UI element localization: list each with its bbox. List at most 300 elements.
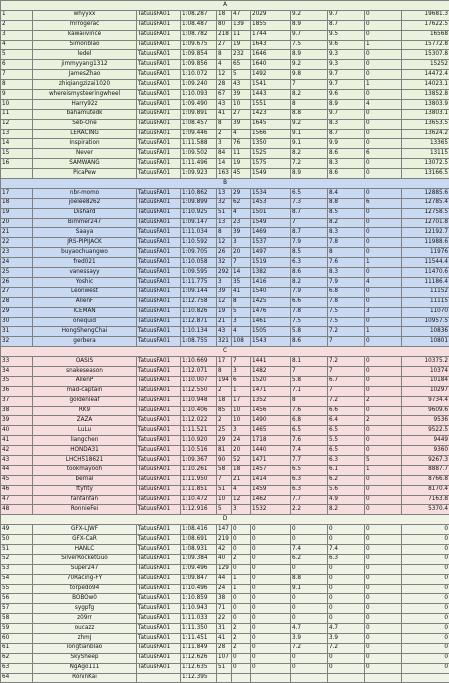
- laps-cell[interactable]: 147: [217, 525, 232, 535]
- count-cell[interactable]: 2: [232, 554, 251, 564]
- score-cell[interactable]: 0: [251, 604, 291, 614]
- name-cell[interactable]: kawaiivince: [33, 30, 137, 40]
- car-cell[interactable]: TatuusFA01: [137, 149, 181, 159]
- name-cell[interactable]: joelee8262: [33, 198, 137, 208]
- score-cell[interactable]: [251, 673, 291, 683]
- rating-b-cell[interactable]: 7.8: [328, 238, 365, 248]
- rank-cell[interactable]: 29: [1, 307, 33, 317]
- name-cell[interactable]: Seb-One: [33, 119, 137, 129]
- total-cell[interactable]: 10297: [402, 386, 449, 396]
- name-cell[interactable]: AllenP: [33, 376, 137, 386]
- rank-cell[interactable]: 23: [1, 248, 33, 258]
- rank-cell[interactable]: 41: [1, 436, 33, 446]
- car-cell[interactable]: TatuusFA01: [137, 198, 181, 208]
- rating-b-cell[interactable]: 0: [328, 564, 365, 574]
- laps-cell[interactable]: 18: [217, 10, 232, 20]
- rating-b-cell[interactable]: 9.3: [328, 50, 365, 60]
- rating-b-cell[interactable]: 0: [328, 663, 365, 673]
- count-cell[interactable]: 0: [232, 544, 251, 554]
- car-cell[interactable]: TatuusFA01: [137, 169, 181, 179]
- count-cell[interactable]: 17: [232, 396, 251, 406]
- car-cell[interactable]: TatuusFA01: [137, 624, 181, 634]
- time-cell[interactable]: 1:10.472: [181, 495, 217, 505]
- laps-cell[interactable]: 41: [217, 634, 232, 644]
- name-cell[interactable]: bahamutedk: [33, 109, 137, 119]
- count-cell[interactable]: 108: [232, 337, 251, 347]
- rating-b-cell[interactable]: 6.3: [328, 455, 365, 465]
- penalty-cell[interactable]: 0: [365, 60, 402, 70]
- time-cell[interactable]: 1:08.457: [181, 119, 217, 129]
- rating-b-cell[interactable]: 3.9: [328, 634, 365, 644]
- total-cell[interactable]: 13803.9: [402, 99, 449, 109]
- rating-a-cell[interactable]: 8.2: [291, 149, 328, 159]
- rating-a-cell[interactable]: 8.7: [291, 208, 328, 218]
- car-cell[interactable]: [137, 673, 181, 683]
- rating-a-cell[interactable]: 0: [291, 594, 328, 604]
- time-cell[interactable]: 1:11.849: [181, 643, 217, 653]
- penalty-cell[interactable]: 0: [365, 594, 402, 604]
- rating-b-cell[interactable]: 7: [328, 337, 365, 347]
- rank-cell[interactable]: 16: [1, 159, 33, 169]
- rating-b-cell[interactable]: 6.8: [328, 287, 365, 297]
- car-cell[interactable]: TatuusFA01: [137, 10, 181, 20]
- penalty-cell[interactable]: 0: [365, 426, 402, 436]
- rank-cell[interactable]: 37: [1, 396, 33, 406]
- total-cell[interactable]: 11470.6: [402, 268, 449, 278]
- rank-cell[interactable]: 21: [1, 228, 33, 238]
- car-cell[interactable]: TatuusFA01: [137, 317, 181, 327]
- laps-cell[interactable]: 85: [217, 406, 232, 416]
- laps-cell[interactable]: 51: [217, 485, 232, 495]
- penalty-cell[interactable]: 0: [365, 208, 402, 218]
- total-cell[interactable]: 13653.5: [402, 119, 449, 129]
- rating-b-cell[interactable]: 8.4: [328, 188, 365, 198]
- name-cell[interactable]: LuLu: [33, 426, 137, 436]
- rank-cell[interactable]: 36: [1, 386, 33, 396]
- rank-cell[interactable]: 13: [1, 129, 33, 139]
- car-cell[interactable]: TatuusFA01: [137, 465, 181, 475]
- name-cell[interactable]: GFX-CaR: [33, 535, 137, 545]
- rating-a-cell[interactable]: 6.2: [291, 554, 328, 564]
- rank-cell[interactable]: 15: [1, 149, 33, 159]
- time-cell[interactable]: 1:10.058: [181, 258, 217, 268]
- penalty-cell[interactable]: 0: [365, 297, 402, 307]
- count-cell[interactable]: 7: [232, 258, 251, 268]
- score-cell[interactable]: 1537: [251, 238, 291, 248]
- rating-a-cell[interactable]: 6.5: [291, 426, 328, 436]
- rank-cell[interactable]: 64: [1, 673, 33, 683]
- total-cell[interactable]: 11070: [402, 307, 449, 317]
- name-cell[interactable]: zhmJ: [33, 634, 137, 644]
- rating-b-cell[interactable]: 9.6: [328, 90, 365, 100]
- time-cell[interactable]: 1:11.496: [181, 159, 217, 169]
- total-cell[interactable]: 9267.3: [402, 455, 449, 465]
- penalty-cell[interactable]: 0: [365, 169, 402, 179]
- rating-b-cell[interactable]: 8.3: [328, 268, 365, 278]
- total-cell[interactable]: 8887.7: [402, 465, 449, 475]
- rating-a-cell[interactable]: 7.3: [291, 198, 328, 208]
- rating-b-cell[interactable]: 7: [328, 386, 365, 396]
- laps-cell[interactable]: 22: [217, 614, 232, 624]
- name-cell[interactable]: SkySheep: [33, 653, 137, 663]
- count-cell[interactable]: 2: [232, 643, 251, 653]
- rank-cell[interactable]: 48: [1, 505, 33, 515]
- count-cell[interactable]: 39: [232, 90, 251, 100]
- rating-b-cell[interactable]: 6.4: [328, 416, 365, 426]
- score-cell[interactable]: 1471: [251, 455, 291, 465]
- score-cell[interactable]: 1492: [251, 70, 291, 80]
- count-cell[interactable]: 2: [232, 624, 251, 634]
- time-cell[interactable]: 1:09.595: [181, 268, 217, 278]
- car-cell[interactable]: TatuusFA01: [137, 20, 181, 30]
- score-cell[interactable]: 1465: [251, 426, 291, 436]
- penalty-cell[interactable]: 2: [365, 396, 402, 406]
- laps-cell[interactable]: 5: [217, 505, 232, 515]
- count-cell[interactable]: 0: [232, 653, 251, 663]
- total-cell[interactable]: 0: [402, 614, 449, 624]
- rating-a-cell[interactable]: 7.6: [291, 406, 328, 416]
- rating-b-cell[interactable]: 7.9: [328, 277, 365, 287]
- total-cell[interactable]: 9609.6: [402, 406, 449, 416]
- laps-cell[interactable]: 29: [217, 436, 232, 446]
- rank-cell[interactable]: 24: [1, 258, 33, 268]
- penalty-cell[interactable]: [365, 673, 402, 683]
- total-cell[interactable]: 11976: [402, 248, 449, 258]
- rating-a-cell[interactable]: 0: [291, 604, 328, 614]
- time-cell[interactable]: 1:10.943: [181, 604, 217, 614]
- time-cell[interactable]: 1:12.758: [181, 297, 217, 307]
- rating-b-cell[interactable]: 6.5: [328, 426, 365, 436]
- laps-cell[interactable]: 2: [217, 386, 232, 396]
- laps-cell[interactable]: 51: [217, 208, 232, 218]
- total-cell[interactable]: 13365: [402, 139, 449, 149]
- total-cell[interactable]: 14472.4: [402, 70, 449, 80]
- car-cell[interactable]: TatuusFA01: [137, 554, 181, 564]
- laps-cell[interactable]: 67: [217, 90, 232, 100]
- penalty-cell[interactable]: 0: [365, 574, 402, 584]
- time-cell[interactable]: 1:09.496: [181, 564, 217, 574]
- penalty-cell[interactable]: 0: [365, 564, 402, 574]
- score-cell[interactable]: 1640: [251, 60, 291, 70]
- rank-cell[interactable]: 33: [1, 357, 33, 367]
- name-cell[interactable]: Simonblao: [33, 40, 137, 50]
- penalty-cell[interactable]: 0: [365, 139, 402, 149]
- name-cell[interactable]: mad-captain: [33, 386, 137, 396]
- laps-cell[interactable]: 51: [217, 663, 232, 673]
- time-cell[interactable]: 1:12.395: [181, 673, 217, 683]
- penalty-cell[interactable]: 0: [365, 90, 402, 100]
- total-cell[interactable]: 14023.1: [402, 80, 449, 90]
- car-cell[interactable]: TatuusFA01: [137, 307, 181, 317]
- time-cell[interactable]: 1:12.550: [181, 386, 217, 396]
- count-cell[interactable]: 24: [232, 436, 251, 446]
- time-cell[interactable]: 1:10.925: [181, 208, 217, 218]
- car-cell[interactable]: TatuusFA01: [137, 643, 181, 653]
- car-cell[interactable]: TatuusFA01: [137, 228, 181, 238]
- rating-b-cell[interactable]: 0: [328, 594, 365, 604]
- penalty-cell[interactable]: 0: [365, 376, 402, 386]
- rank-cell[interactable]: 46: [1, 485, 33, 495]
- total-cell[interactable]: 12885.6: [402, 188, 449, 198]
- count-cell[interactable]: 8: [232, 297, 251, 307]
- rank-cell[interactable]: 25: [1, 268, 33, 278]
- time-cell[interactable]: 1:11.350: [181, 624, 217, 634]
- total-cell[interactable]: 0: [402, 643, 449, 653]
- penalty-cell[interactable]: 0: [365, 436, 402, 446]
- rating-b-cell[interactable]: 9.7: [328, 10, 365, 20]
- rating-a-cell[interactable]: 7.2: [291, 643, 328, 653]
- score-cell[interactable]: 1525: [251, 149, 291, 159]
- rating-a-cell[interactable]: 8.6: [291, 268, 328, 278]
- rating-a-cell[interactable]: 9.1: [291, 584, 328, 594]
- rating-b-cell[interactable]: 6.5: [328, 446, 365, 456]
- rating-a-cell[interactable]: 7.4: [291, 544, 328, 554]
- penalty-cell[interactable]: 0: [365, 10, 402, 20]
- rating-a-cell[interactable]: 7: [291, 80, 328, 90]
- name-cell[interactable]: torpedo94: [33, 584, 137, 594]
- count-cell[interactable]: 0: [232, 594, 251, 604]
- count-cell[interactable]: 27: [232, 109, 251, 119]
- time-cell[interactable]: 1:09.847: [181, 574, 217, 584]
- time-cell[interactable]: 1:10.948: [181, 396, 217, 406]
- time-cell[interactable]: 1:08.782: [181, 30, 217, 40]
- car-cell[interactable]: TatuusFA01: [137, 535, 181, 545]
- time-cell[interactable]: 1:11.034: [181, 228, 217, 238]
- penalty-cell[interactable]: 1: [365, 465, 402, 475]
- total-cell[interactable]: 12701.8: [402, 218, 449, 228]
- rating-a-cell[interactable]: 8: [291, 99, 328, 109]
- car-cell[interactable]: TatuusFA01: [137, 564, 181, 574]
- penalty-cell[interactable]: 0: [365, 446, 402, 456]
- car-cell[interactable]: TatuusFA01: [137, 614, 181, 624]
- time-cell[interactable]: 1:10.669: [181, 357, 217, 367]
- rank-cell[interactable]: 14: [1, 139, 33, 149]
- total-cell[interactable]: 8766.8: [402, 475, 449, 485]
- rank-cell[interactable]: 3: [1, 30, 33, 40]
- car-cell[interactable]: TatuusFA01: [137, 238, 181, 248]
- name-cell[interactable]: snakeseason: [33, 366, 137, 376]
- laps-cell[interactable]: 8: [217, 366, 232, 376]
- score-cell[interactable]: 1423: [251, 109, 291, 119]
- name-cell[interactable]: JamesZhao: [33, 70, 137, 80]
- car-cell[interactable]: TatuusFA01: [137, 366, 181, 376]
- laps-cell[interactable]: 194: [217, 376, 232, 386]
- total-cell[interactable]: 0: [402, 525, 449, 535]
- name-cell[interactable]: bernal: [33, 475, 137, 485]
- total-cell[interactable]: 0: [402, 634, 449, 644]
- laps-cell[interactable]: 24: [217, 584, 232, 594]
- rank-cell[interactable]: 47: [1, 495, 33, 505]
- total-cell[interactable]: 10184: [402, 376, 449, 386]
- count-cell[interactable]: 139: [232, 20, 251, 30]
- rating-b-cell[interactable]: 6.7: [328, 376, 365, 386]
- rating-b-cell[interactable]: 5.5: [328, 436, 365, 446]
- car-cell[interactable]: TatuusFA01: [137, 70, 181, 80]
- rating-a-cell[interactable]: 7.9: [291, 238, 328, 248]
- name-cell[interactable]: Yoshic: [33, 277, 137, 287]
- count-cell[interactable]: 21: [232, 475, 251, 485]
- name-cell[interactable]: ledel: [33, 50, 137, 60]
- car-cell[interactable]: TatuusFA01: [137, 188, 181, 198]
- name-cell[interactable]: Saaya: [33, 228, 137, 238]
- name-cell[interactable]: gerbera: [33, 337, 137, 347]
- total-cell[interactable]: 0: [402, 604, 449, 614]
- count-cell[interactable]: 2: [232, 634, 251, 644]
- name-cell[interactable]: Harry92z: [33, 99, 137, 109]
- rating-a-cell[interactable]: 0: [291, 614, 328, 624]
- count-cell[interactable]: 1: [232, 386, 251, 396]
- time-cell[interactable]: 1:12.916: [181, 505, 217, 515]
- total-cell[interactable]: 13166.5: [402, 169, 449, 179]
- score-cell[interactable]: 1541: [251, 80, 291, 90]
- laps-cell[interactable]: 27: [217, 40, 232, 50]
- rank-cell[interactable]: [1, 169, 33, 179]
- laps-cell[interactable]: 2: [217, 416, 232, 426]
- time-cell[interactable]: 1:10.093: [181, 90, 217, 100]
- car-cell[interactable]: TatuusFA01: [137, 436, 181, 446]
- car-cell[interactable]: TatuusFA01: [137, 594, 181, 604]
- score-cell[interactable]: 1482: [251, 366, 291, 376]
- count-cell[interactable]: 18: [232, 465, 251, 475]
- name-cell[interactable]: jimmyyang1312: [33, 60, 137, 70]
- penalty-cell[interactable]: 0: [365, 228, 402, 238]
- total-cell[interactable]: 10957.5: [402, 317, 449, 327]
- penalty-cell[interactable]: 0: [365, 614, 402, 624]
- total-cell[interactable]: 19681.3: [402, 10, 449, 20]
- laps-cell[interactable]: 42: [217, 544, 232, 554]
- penalty-cell[interactable]: 0: [365, 653, 402, 663]
- rank-cell[interactable]: 50: [1, 535, 33, 545]
- rating-a-cell[interactable]: 8.7: [291, 228, 328, 238]
- time-cell[interactable]: 1:10.862: [181, 188, 217, 198]
- penalty-cell[interactable]: 0: [365, 535, 402, 545]
- rating-a-cell[interactable]: 9.2: [291, 119, 328, 129]
- total-cell[interactable]: 16568: [402, 30, 449, 40]
- total-cell[interactable]: 9522.5: [402, 426, 449, 436]
- count-cell[interactable]: 39: [232, 119, 251, 129]
- name-cell[interactable]: Bimmer247: [33, 218, 137, 228]
- time-cell[interactable]: 1:11.851: [181, 485, 217, 495]
- total-cell[interactable]: 11544.4: [402, 258, 449, 268]
- laps-cell[interactable]: 4: [217, 60, 232, 70]
- rating-b-cell[interactable]: 0: [328, 604, 365, 614]
- rating-b-cell[interactable]: 7.6: [328, 258, 365, 268]
- rank-cell[interactable]: 55: [1, 584, 33, 594]
- score-cell[interactable]: 0: [251, 584, 291, 594]
- count-cell[interactable]: 23: [232, 218, 251, 228]
- score-cell[interactable]: 1643: [251, 40, 291, 50]
- penalty-cell[interactable]: 0: [365, 159, 402, 169]
- group-label[interactable]: A: [1, 1, 449, 11]
- total-cell[interactable]: 9449: [402, 436, 449, 446]
- score-cell[interactable]: 1490: [251, 416, 291, 426]
- laps-cell[interactable]: 31: [217, 624, 232, 634]
- laps-cell[interactable]: 14: [217, 159, 232, 169]
- score-cell[interactable]: 1441: [251, 357, 291, 367]
- car-cell[interactable]: TatuusFA01: [137, 277, 181, 287]
- rating-b-cell[interactable]: 9.5: [328, 30, 365, 40]
- count-cell[interactable]: 5: [232, 70, 251, 80]
- penalty-cell[interactable]: 0: [365, 485, 402, 495]
- rating-b-cell[interactable]: [328, 673, 365, 683]
- score-cell[interactable]: 0: [251, 614, 291, 624]
- penalty-cell[interactable]: 2: [365, 416, 402, 426]
- time-cell[interactable]: 1:10.592: [181, 238, 217, 248]
- total-cell[interactable]: 9536: [402, 416, 449, 426]
- rating-a-cell[interactable]: 9.2: [291, 60, 328, 70]
- count-cell[interactable]: 47: [232, 10, 251, 20]
- name-cell[interactable]: RonnieFei: [33, 505, 137, 515]
- penalty-cell[interactable]: 4: [365, 99, 402, 109]
- penalty-cell[interactable]: 5: [365, 455, 402, 465]
- penalty-cell[interactable]: 0: [365, 30, 402, 40]
- score-cell[interactable]: 1551: [251, 99, 291, 109]
- name-cell[interactable]: SilverRocketGuo: [33, 554, 137, 564]
- rating-b-cell[interactable]: 6.3: [328, 554, 365, 564]
- count-cell[interactable]: 4: [232, 327, 251, 337]
- rank-cell[interactable]: 10: [1, 99, 33, 109]
- penalty-cell[interactable]: 0: [365, 663, 402, 673]
- time-cell[interactable]: 1:08.691: [181, 535, 217, 545]
- score-cell[interactable]: 0: [251, 653, 291, 663]
- penalty-cell[interactable]: 0: [365, 20, 402, 30]
- rank-cell[interactable]: 18: [1, 198, 33, 208]
- penalty-cell[interactable]: 0: [365, 218, 402, 228]
- car-cell[interactable]: TatuusFA01: [137, 455, 181, 465]
- name-cell[interactable]: Dishard: [33, 208, 137, 218]
- penalty-cell[interactable]: 0: [365, 238, 402, 248]
- car-cell[interactable]: TatuusFA01: [137, 475, 181, 485]
- laps-cell[interactable]: 8: [217, 50, 232, 60]
- count-cell[interactable]: 41: [232, 287, 251, 297]
- count-cell[interactable]: 3: [232, 366, 251, 376]
- penalty-cell[interactable]: 0: [365, 317, 402, 327]
- name-cell[interactable]: fanfanfan: [33, 495, 137, 505]
- car-cell[interactable]: TatuusFA01: [137, 446, 181, 456]
- count-cell[interactable]: 20: [232, 446, 251, 456]
- total-cell[interactable]: 13803.1: [402, 109, 449, 119]
- penalty-cell[interactable]: 6: [365, 149, 402, 159]
- penalty-cell[interactable]: 0: [365, 129, 402, 139]
- count-cell[interactable]: 76: [232, 139, 251, 149]
- rating-b-cell[interactable]: 0: [328, 584, 365, 594]
- rating-b-cell[interactable]: 7.4: [328, 544, 365, 554]
- time-cell[interactable]: 1:09.147: [181, 218, 217, 228]
- total-cell[interactable]: 0: [402, 653, 449, 663]
- count-cell[interactable]: 3: [232, 238, 251, 248]
- count-cell[interactable]: 20: [232, 248, 251, 258]
- rating-b-cell[interactable]: 7.2: [328, 396, 365, 406]
- rating-a-cell[interactable]: 7.4: [291, 446, 328, 456]
- time-cell[interactable]: 1:09.675: [181, 40, 217, 50]
- name-cell[interactable]: sygpfg: [33, 604, 137, 614]
- rank-cell[interactable]: 19: [1, 208, 33, 218]
- time-cell[interactable]: 1:09.502: [181, 149, 217, 159]
- penalty-cell[interactable]: 0: [365, 495, 402, 505]
- rating-b-cell[interactable]: 9.7: [328, 109, 365, 119]
- score-cell[interactable]: 0: [251, 535, 291, 545]
- score-cell[interactable]: 1532: [251, 505, 291, 515]
- total-cell[interactable]: 15772.8: [402, 40, 449, 50]
- time-cell[interactable]: 1:12.022: [181, 416, 217, 426]
- total-cell[interactable]: 0: [402, 624, 449, 634]
- penalty-cell[interactable]: 0: [365, 386, 402, 396]
- count-cell[interactable]: 12: [232, 495, 251, 505]
- car-cell[interactable]: TatuusFA01: [137, 30, 181, 40]
- car-cell[interactable]: TatuusFA01: [137, 258, 181, 268]
- count-cell[interactable]: 0: [232, 604, 251, 614]
- laps-cell[interactable]: 107: [217, 653, 232, 663]
